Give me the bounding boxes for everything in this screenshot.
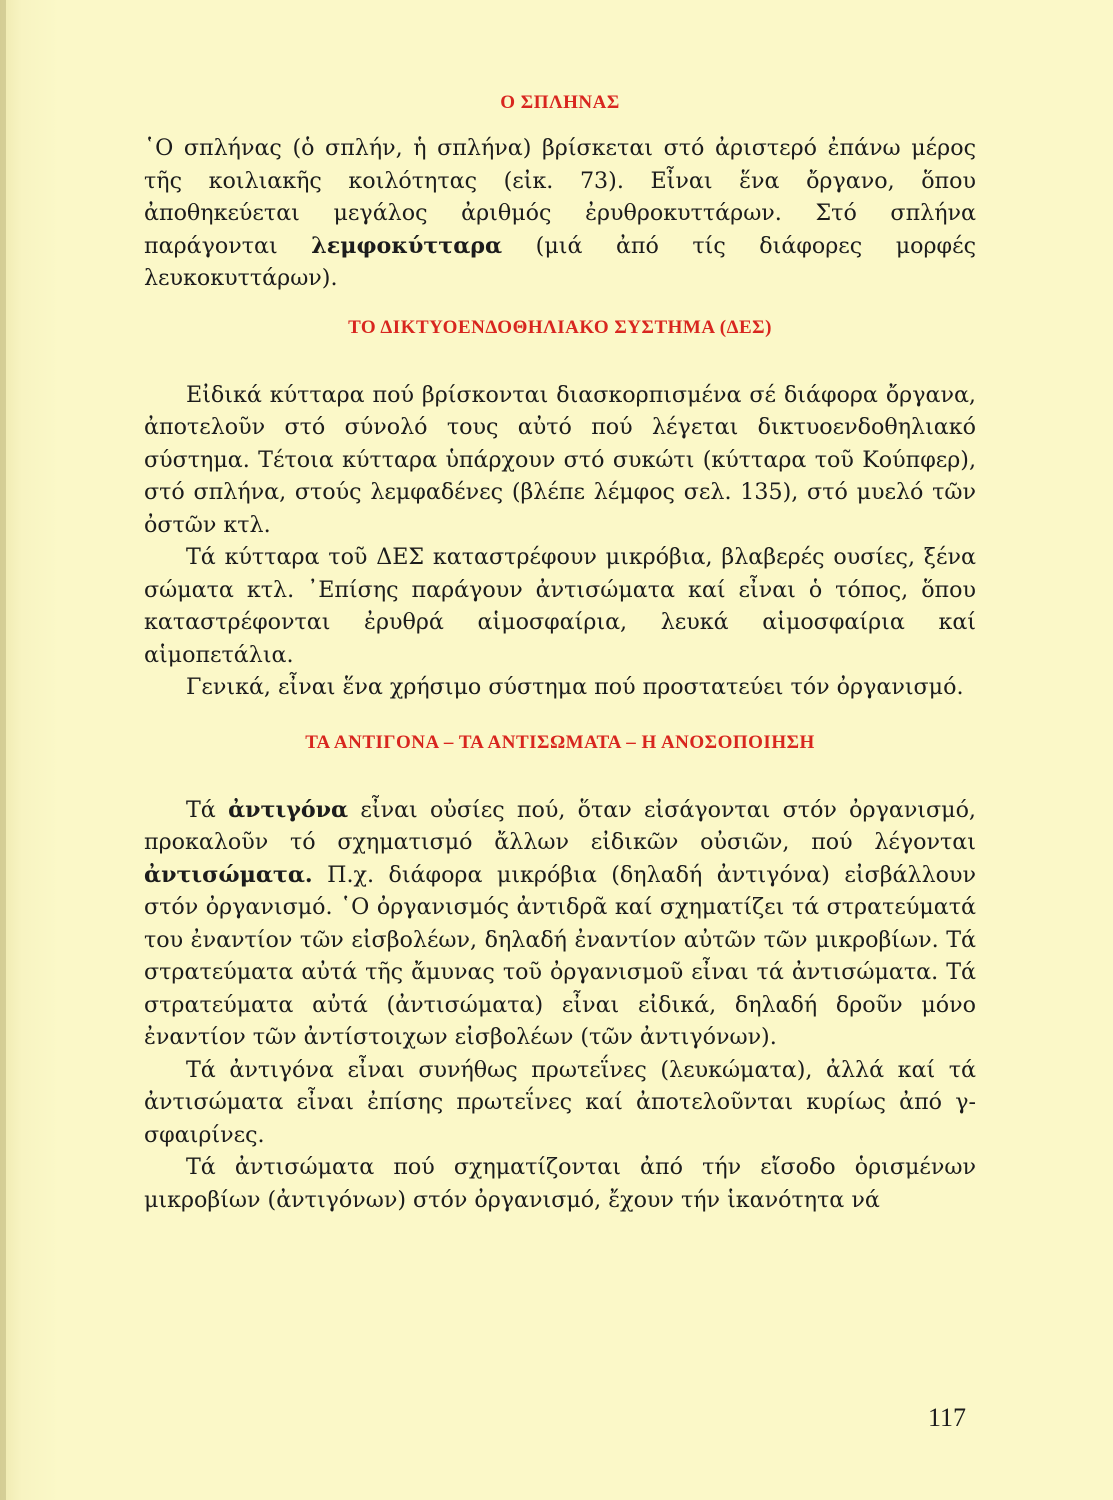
heading-spleen: Ο ΣΠΛΗΝΑΣ — [500, 92, 620, 113]
heading-reticuloendothelial: ΤΟ ΔΙΚΤΥΟΕΝΔΟΘΗΛΙΑΚΟ ΣΥΣΤΗΜΑ (ΔΕΣ) — [348, 316, 772, 338]
page-content — [144, 92, 976, 1216]
term-lymphocytes: λεμφοκύτταρα — [311, 232, 503, 259]
paragraph-spleen: ῾Ο σπλήνας (ὁ σπλήν, ἡ σπλήνα) βρίσκεται στό ἀριστερό ἐπάνω μέρος τῆς κοιλιακῆς κοιλότητας (εἰκ. 73). Εἶναι ἕνα ὄργανο, ὅπου ἀποθηκεύεται μεγάλος ἀριθμός ἐρυθροκυττάρων. Στό σπλήνα παράγονται λεμφοκύτταρα (μιά ἀπό τίς διάφορες μορφές λευκοκυττάρων). — [144, 135, 976, 291]
heading-antigens: ΤΑ ΑΝΤΙΓΟΝΑ – ΤΑ ΑΝΤΙΣΩΜΑΤΑ – Η ΑΝΟΣΟΠΟΙΗΣΗ — [305, 731, 815, 753]
page-binding-edge — [0, 0, 6, 1500]
paragraph-antigens-1: Τά ἀντιγόνα εἶναι οὐσίες πού, ὅταν εἰσάγονται στόν ὀργανισμό, προκαλοῦν τό σχηματισμό ἄλλων εἰδικῶν οὐσιῶν, πού λέγονται ἀντισώματα. Π.χ. διάφορα μικρόβια (δηλαδή ἀντιγόνα) εἰσβάλλουν στόν ὀργανισμό. ῾Ο ὀργανισμός ἀντιδρᾶ καί σχηματίζει τά στρατεύματά του ἐναντίον τῶν εἰσβολέων, δηλαδή ἐναντίον αὐτῶν τῶν μικροβίων. Τά στρατεύματα αὐτά τῆς ἄμυνας τοῦ ὀργανισμοῦ εἶναι τά ἀντισώματα. Τά στρατεύματα αὐτά (ἀντισώματα) εἶναι εἰδικά, δηλαδή δροῦν μόνο ἐναντίον τῶν ἀντίστοιχων εἰσβολέων (τῶν ἀντιγόνων). — [144, 796, 976, 1050]
paragraph-antigens-3: Τά ἀντισώματα πού σχηματίζονται ἀπό τήν εἴσοδο ὁρισμένων μικροβίων (ἀντιγόνων) στόν ὀργανισμό, ἔχουν τήν ἱκανότητα νά — [144, 1154, 976, 1213]
term-antigens: ἀντιγόνα — [228, 796, 349, 823]
paragraph-antigens-2: Τά ἀντιγόνα εἶναι συνήθως πρωτεΐνες (λευκώματα), ἀλλά καί τά ἀντισώματα εἶναι ἐπίσης πρωτεΐνες καί ἀποτελοῦνται κυρίως ἀπό γ-σφαιρίνες. — [144, 1056, 976, 1148]
paragraph-res-2: Τά κύτταρα τοῦ ΔΕΣ καταστρέφουν μικρόβια, βλαβερές ουσίες, ξένα σώματα κτλ. ᾽Επίσης παράγουν ἀντισώματα καί εἶναι ὁ τόπος, ὅπου καταστρέφονται ἐρυθρά αἱμοσφαίρια, λευκά αἱμοσφαίρια καί αἱμοπετάλια. — [144, 544, 976, 668]
paragraph-res-1: Εἰδικά κύτταρα πού βρίσκονται διασκορπισμένα σέ διάφορα ὄργανα, ἀποτελοῦν στό σύνολό τους αὐτό πού λέγεται δικτυοενδοθηλιακό σύστημα. Τέτοια κύτταρα ὑπάρχουν στό συκώτι (κύτταρα τοῦ Κούπφερ), στό σπλήνα, στούς λεμφαδένες (βλέπε λέμφος σελ. 135), στό μυελό τῶν ὀστῶν κτλ. — [144, 381, 976, 538]
term-antibodies: ἀντισώματα. — [144, 861, 313, 888]
paragraph-res-3: Γενικά, εἶναι ἕνα χρήσιμο σύστημα πού προστατεύει τόν ὀργανισμό. — [186, 674, 964, 700]
page-number: 117 — [928, 1403, 967, 1432]
